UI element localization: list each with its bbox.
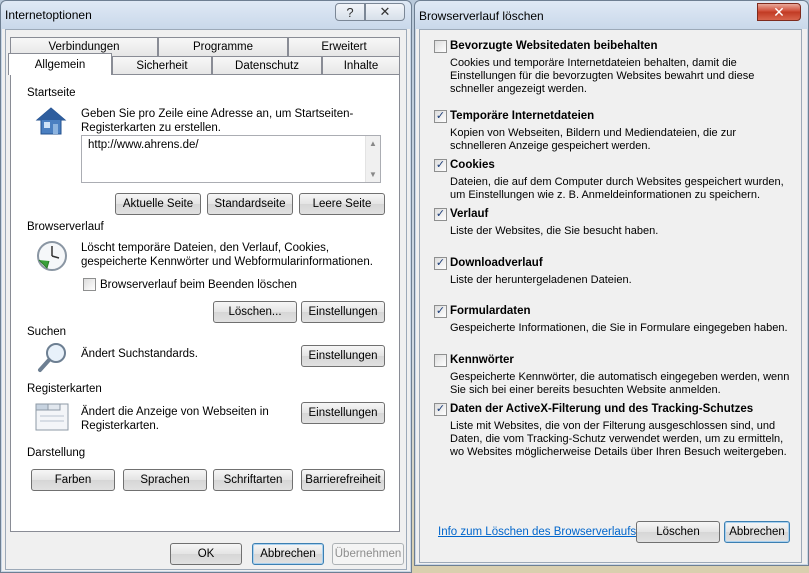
option-checkbox[interactable] — [434, 208, 447, 221]
dialog-body — [419, 29, 802, 563]
window-title: Browserverlauf löschen — [419, 9, 544, 23]
history-clock-icon — [35, 239, 69, 273]
languages-button[interactable]: Sprachen — [123, 469, 207, 491]
delete-history-window — [414, 0, 809, 566]
checkmark-icon: ✓ — [435, 305, 446, 317]
current-page-button[interactable]: Aktuelle Seite — [115, 193, 201, 215]
checkmark-icon: ✓ — [435, 208, 446, 220]
fonts-button[interactable]: Schriftarten — [213, 469, 293, 491]
ok-button[interactable]: OK — [170, 543, 242, 565]
help-button[interactable] — [335, 3, 365, 21]
tab-erweitert[interactable]: Erweitert — [288, 37, 400, 56]
colors-button[interactable]: Farben — [31, 469, 115, 491]
tab-verbindungen[interactable]: Verbindungen — [10, 37, 158, 56]
dialog-body — [5, 29, 407, 570]
option-checkbox[interactable] — [434, 257, 447, 270]
checkmark-icon: ✓ — [435, 257, 446, 269]
group-startseite: Startseite — [27, 87, 389, 99]
close-icon: ✕ — [773, 3, 785, 20]
group-registerkarten: Registerkarten — [27, 383, 389, 395]
option-title[interactable]: Downloadverlauf — [450, 257, 543, 269]
startseite-url-textarea[interactable] — [81, 135, 381, 183]
option-title[interactable]: Formulardaten — [450, 305, 531, 317]
option-checkbox[interactable] — [434, 305, 447, 318]
option-description: Liste mit Websites, die von der Filterung ausgeschlossen sind, und Daten, die vom Tracking-Schutz verwendet werden, um zu ermitteln, wo Websites möglicherweise Details über Ihren Besuch weitergeben. — [450, 420, 787, 458]
textarea-scrollbar[interactable] — [365, 136, 380, 182]
option-title[interactable]: Bevorzugte Websitedaten beibehalten — [450, 40, 658, 52]
info-delete-history-link[interactable]: Info zum Löschen des Browserverlaufs — [438, 526, 637, 538]
close-button[interactable] — [365, 3, 405, 21]
cancel-button[interactable]: Abbrechen — [724, 521, 790, 543]
accessibility-button[interactable]: Barrierefreiheit — [301, 469, 385, 491]
history-settings-button[interactable]: Einstellungen — [301, 301, 385, 323]
delete-on-exit-label[interactable]: Browserverlauf beim Beenden löschen — [100, 279, 297, 291]
tab-allgemein[interactable]: Allgemein — [8, 53, 112, 75]
scroll-down-icon[interactable]: ▼ — [369, 170, 377, 179]
option-checkbox[interactable] — [434, 159, 447, 172]
startseite-description: Geben Sie pro Zeile eine Adresse an, um Startseiten-Registerkarten zu erstellen. — [81, 108, 354, 134]
option-checkbox[interactable] — [434, 354, 447, 367]
blank-page-button[interactable]: Leere Seite — [299, 193, 385, 215]
registerkarten-description: Ändert die Anzeige von Webseiten in Registerkarten. — [81, 406, 269, 432]
cancel-button[interactable]: Abbrechen — [252, 543, 324, 565]
default-page-button[interactable]: Standardseite — [207, 193, 293, 215]
tab-programme[interactable]: Programme — [158, 37, 288, 56]
option-title[interactable]: Temporäre Internetdateien — [450, 110, 595, 122]
tab-inhalte[interactable]: Inhalte — [322, 56, 400, 75]
option-checkbox[interactable] — [434, 110, 447, 123]
checkmark-icon: ✓ — [435, 403, 446, 415]
scroll-up-icon[interactable]: ▲ — [369, 139, 377, 148]
option-description: Dateien, die auf dem Computer durch Websites gespeichert wurden, um Einstellungen wie z. B. Anmeldeinformationen zu speichern. — [450, 176, 784, 201]
option-description: Kopien von Webseiten, Bildern und Mediendateien, die zur schnelleren Anzeige gespeichert werden. — [450, 127, 736, 152]
option-title[interactable]: Daten der ActiveX-Filterung und des Tracking-Schutzes — [450, 403, 754, 415]
window-title: Internetoptionen — [5, 8, 92, 22]
option-description: Gespeicherte Informationen, die Sie in Formulare eingegeben haben. — [450, 322, 788, 334]
option-title[interactable]: Cookies — [450, 159, 495, 171]
delete-button[interactable]: Löschen — [636, 521, 720, 543]
checkmark-icon: ✓ — [435, 159, 446, 171]
option-checkbox[interactable] — [434, 40, 447, 53]
option-description: Gespeicherte Kennwörter, die automatisch eingegeben werden, wenn Sie sich bei einer bereits besuchten Website anmelden. — [450, 371, 790, 396]
option-description: Liste der Websites, die Sie besucht haben. — [450, 225, 659, 237]
tabs-window-icon — [35, 401, 69, 431]
search-magnifier-icon — [37, 341, 69, 373]
group-darstellung: Darstellung — [27, 447, 389, 459]
delete-history-button[interactable]: Löschen... — [213, 301, 297, 323]
tabs-settings-button[interactable]: Einstellungen — [301, 402, 385, 424]
suchen-description: Ändert Suchstandards. — [81, 348, 198, 360]
tab-sicherheit[interactable]: Sicherheit — [112, 56, 212, 75]
group-suchen: Suchen — [27, 326, 389, 338]
group-browserverlauf: Browserverlauf — [27, 221, 389, 233]
tab-panel-allgemein — [10, 74, 400, 532]
help-icon: ? — [346, 4, 354, 20]
option-title[interactable]: Verlauf — [450, 208, 489, 220]
delete-on-exit-checkbox[interactable] — [83, 278, 96, 291]
tab-datenschutz[interactable]: Datenschutz — [212, 56, 322, 75]
search-settings-button[interactable]: Einstellungen — [301, 345, 385, 367]
option-description: Cookies und temporäre Internetdateien behalten, damit die Einstellungen für die bevorzugten Websites bewahrt und diese schneller angezeigt werden. — [450, 57, 755, 95]
url-value: http://www.ahrens.de/ — [88, 139, 199, 151]
option-checkbox[interactable] — [434, 403, 447, 416]
home-icon — [35, 105, 67, 137]
close-icon: ✕ — [379, 4, 391, 19]
apply-button[interactable]: Übernehmen — [332, 543, 404, 565]
option-title[interactable]: Kennwörter — [450, 354, 514, 366]
browserverlauf-description: Löscht temporäre Dateien, den Verlauf, Cookies, gespeicherte Kennwörter und Webformularinformationen. — [81, 242, 373, 268]
close-button[interactable] — [757, 3, 801, 21]
option-description: Liste der heruntergeladenen Dateien. — [450, 274, 632, 286]
checkmark-icon: ✓ — [435, 110, 446, 122]
